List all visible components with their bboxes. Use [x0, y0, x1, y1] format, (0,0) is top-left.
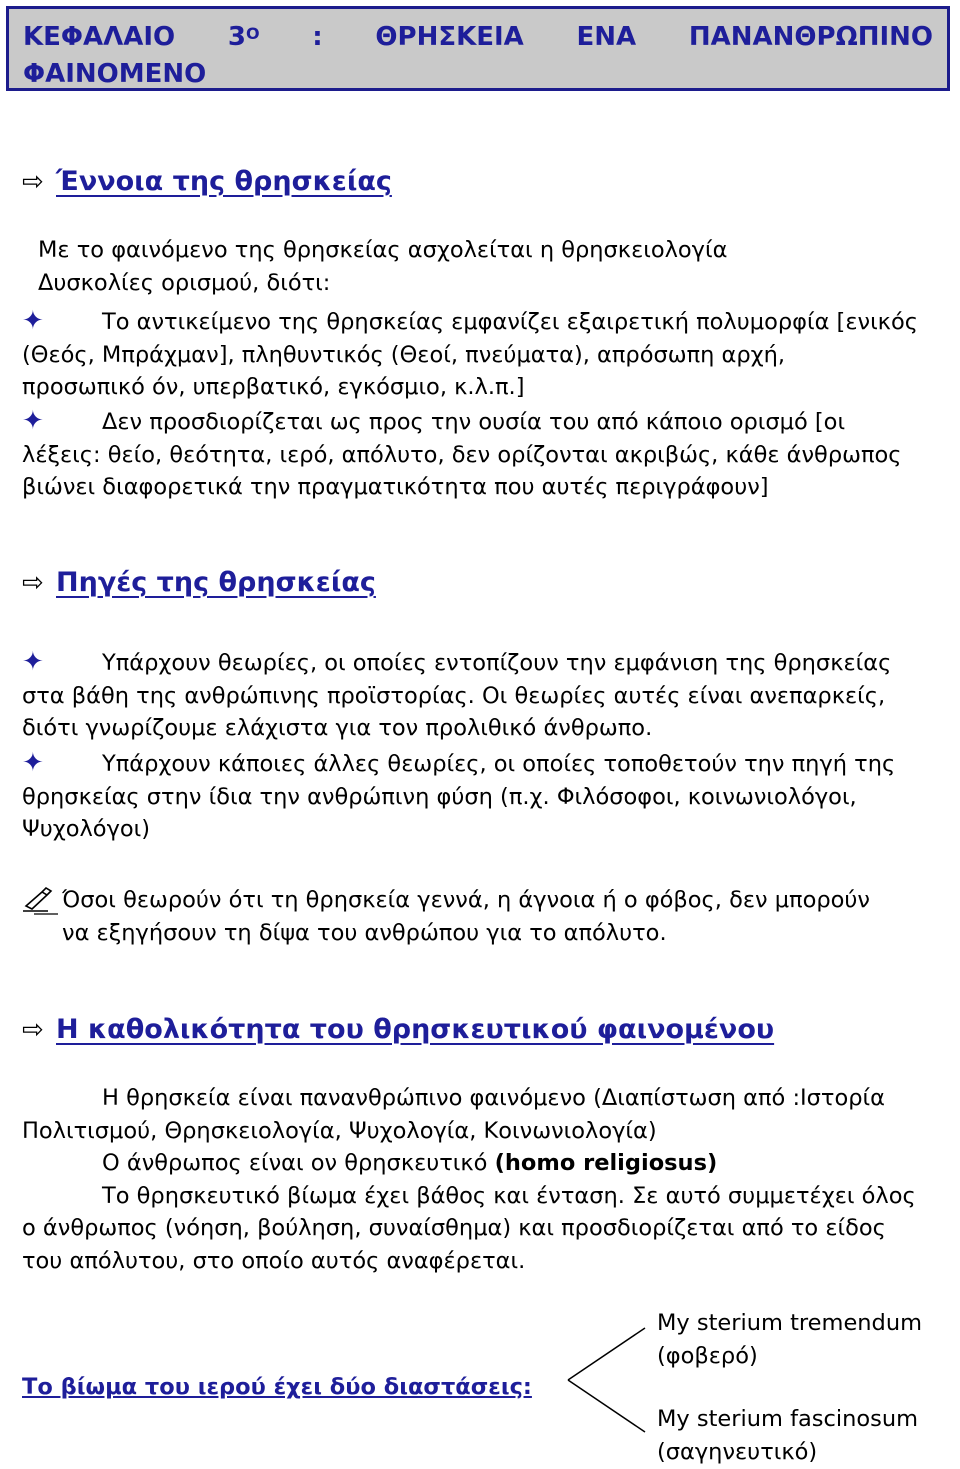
arrow-icon: ⇨: [22, 1015, 44, 1045]
bullet-line: ✦ Υπάρχουν κάποιες άλλες θεωρίες, οι οποίες τοποθετούν την πηγή της: [22, 748, 896, 778]
bullet-line: στα βάθη της ανθρώπινης προϊστορίας. Οι θεωρίες αυτές είναι ανεπαρκείς,: [22, 682, 886, 709]
chapter-title-line1: [23, 19, 933, 56]
bullet-essence: [22, 405, 940, 504]
writing-hand-icon: [20, 886, 62, 916]
arrow-icon: ⇨: [22, 167, 44, 197]
universality-paragraph: [22, 1082, 940, 1277]
bullet-line: προσωπικό όν, υπερβατικό, εγκόσμιο, κ.λ.π.]: [22, 374, 525, 400]
bullet-line: ✦ Το αντικείμενο της θρησκείας εμφανίζει εξαιρετική πολυμορφία [ενικός: [22, 306, 918, 336]
sacred-experience-label: Το βίωμα του ιερού έχει δύο διαστάσεις:: [22, 1374, 532, 1400]
section-heading-concept: ⇨ Έννοια της θρησκείας: [22, 166, 392, 197]
note-line: να εξηγήσουν τη δίψα του ανθρώπου για το απόλυτο.: [62, 919, 667, 946]
bullet-line: ✦ Δεν προσδιορίζεται ως προς την ουσία του από κάποιο ορισμό [οι: [22, 406, 846, 436]
dimension-line: My sterium fascinosum: [657, 1406, 919, 1432]
title-word: ΚΕΦΑΛΑΙΟ: [23, 22, 176, 52]
chapter-title-line2: ΦΑΙΝΟΜΕΝΟ: [23, 59, 207, 89]
para-line: Η θρησκεία είναι πανανθρώπινο φαινόμενο (Διαπίστωση από :Ιστορία: [102, 1085, 885, 1111]
dimension-fascinosum: [657, 1403, 957, 1469]
title-chapter-number: $3^O$: [227, 22, 260, 52]
bullet-line: βιώνει διαφορετικά την πραγματικότητα που αυτές περιγράφουν]: [22, 474, 769, 500]
note-fear: [62, 884, 940, 949]
title-word: :: [312, 22, 323, 52]
four-point-star-icon: ✦: [22, 306, 44, 336]
bullet-prehistory: [22, 646, 940, 745]
chapter-title: [6, 6, 950, 91]
arrow-icon: ⇨: [22, 568, 44, 598]
branch-lines: [560, 1310, 650, 1450]
bullet-line: Ψυχολόγοι): [22, 816, 151, 842]
section-heading-universality: ⇨ Η καθολικότητα του θρησκευτικού φαινομένου: [22, 1014, 775, 1045]
bullet-line: (Θεός, Μπράχμαν], πληθυντικός (Θεοί, πνεύματα), απρόσωπη αρχή,: [22, 341, 786, 368]
bullet-human-nature: [22, 747, 940, 846]
four-point-star-icon: ✦: [22, 647, 44, 677]
title-word: ΠΑΝΑΝΘΡΩΠΙΝΟ: [688, 22, 933, 52]
title-word: ΕΝΑ: [576, 22, 637, 52]
bullet-polymorphy: [22, 305, 940, 404]
para-line: του απόλυτου, στο οποίο αυτός αναφέρεται.: [22, 1247, 526, 1274]
title-word: ΘΡΗΣΚΕΙΑ: [375, 22, 524, 52]
four-point-star-icon: ✦: [22, 748, 44, 778]
para-line: Πολιτισμού, Θρησκειολογία, Ψυχολογία, Κοινωνιολογία): [22, 1117, 657, 1144]
intro-line: Δυσκολίες ορισμού, διότι:: [38, 269, 331, 296]
dimension-line: (φοβερό): [657, 1343, 758, 1369]
para-line: ο άνθρωπος (νόηση, βούληση, συναίσθημα) και προσδιορίζεται από το είδος: [22, 1215, 886, 1241]
note-line: Όσοι θεωρούν ότι τη θρησκεία γεννά, η άγνοια ή ο φόβος, δεν μπορούν: [62, 887, 870, 913]
dimension-line: (σαγηνευτικό): [657, 1439, 818, 1465]
bullet-line: ✦ Υπάρχουν θεωρίες, οι οποίες εντοπίζουν την εμφάνιση της θρησκείας: [22, 647, 892, 677]
para-line: Το θρησκευτικό βίωμα έχει βάθος και ένταση. Σε αυτό συμμετέχει όλος: [102, 1182, 916, 1209]
dimension-tremendum: [657, 1307, 957, 1373]
section-heading-sources: ⇨ Πηγές της θρησκείας: [22, 567, 376, 598]
bullet-line: θρησκείας στην ίδια την ανθρώπινη φύση (π.χ. Φιλόσοφοι, κοινωνιολόγοι,: [22, 783, 857, 810]
homo-religiosus: (homo religiosus): [494, 1150, 718, 1176]
section1-intro: [22, 234, 940, 299]
bullet-line: διότι γνωρίζουμε ελάχιστα για τον προλιθικό άνθρωπο.: [22, 715, 653, 741]
four-point-star-icon: ✦: [22, 406, 44, 436]
intro-line: Με το φαινόμενο της θρησκείας ασχολείται η θρησκειολογία: [38, 237, 728, 263]
dimension-line: My sterium tremendum: [657, 1310, 923, 1336]
para-line: Ο άνθρωπος είναι ον θρησκευτικό (homo religiosus): [102, 1150, 718, 1176]
bullet-line: λέξεις: θείο, θεότητα, ιερό, απόλυτο, δεν ορίζονται ακριβώς, κάθε άνθρωπος: [22, 441, 902, 468]
